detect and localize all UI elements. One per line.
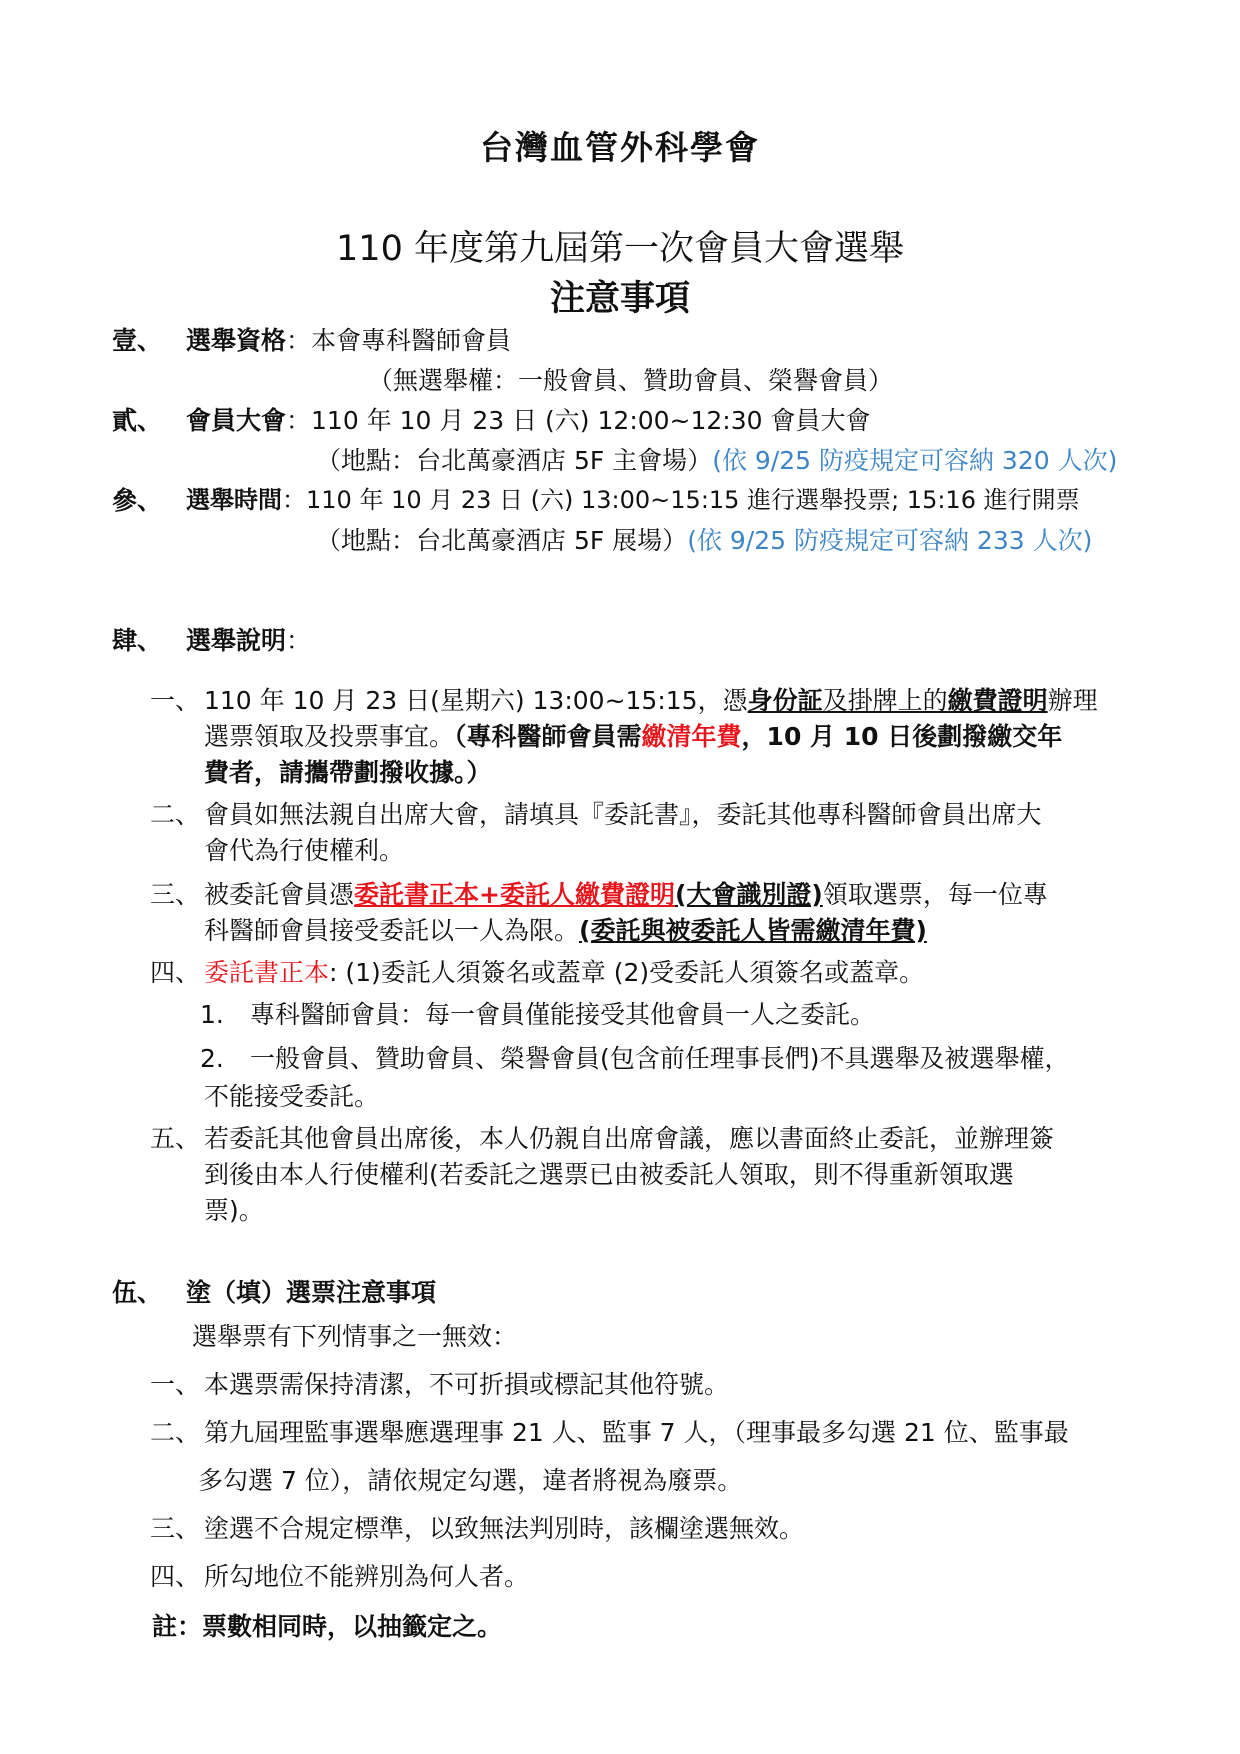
item-5-1-text: 本選票需保持清潔，不可折損或標記其他符號。 — [204, 1370, 730, 1399]
section-1-text: 本會專科醫師會員 — [311, 326, 512, 355]
item-4-5-line2: 到後由本人行使權利(若委託之選票已由被委託人領取，則不得重新領取選 — [204, 1160, 1014, 1189]
item-4-4-sub2-text: 一般會員、贊助會員、榮譽會員(包含前任理事長們)不具選舉及被選舉權， — [250, 1044, 1070, 1073]
item-4-3-number: 三、 — [150, 880, 201, 909]
item-4-3-line2: 科醫師會員接受委託以一人為限。(委託與被委託人皆需繳清年費) — [204, 916, 927, 945]
section-1-number: 壹、 — [112, 326, 163, 355]
item-4-3-line1: 被委託會員憑委託書正本+委託人繳費證明(大會識別證)領取選票，每一位專 — [204, 880, 1048, 909]
item-4-1-line2: 選票領取及投票事宜。（專科醫師會員需繳清年費，10 月 10 日後劃撥繳交年 — [204, 722, 1063, 751]
item-4-2-number: 二、 — [150, 800, 201, 829]
section-4-heading: 選舉說明： — [186, 626, 312, 655]
section-3-heading: 選舉時間：110 年 10 月 23 日 (六) 13:00~15:15 進行選舉投票; 15:16 進行開票 — [186, 486, 1080, 514]
item-5-4-number: 四、 — [150, 1562, 201, 1591]
item-5-2-line1: 第九屆理監事選舉應選理事 21 人、監事 7 人，（理事最多勾選 21 位、監事最 — [204, 1418, 1069, 1447]
organization-title: 台灣血管外科學會 — [480, 128, 760, 167]
section-4-number: 肆、 — [112, 626, 163, 655]
section-1-heading: 選舉資格：本會專科醫師會員 — [186, 326, 512, 355]
section-2-capacity-note: (依 9/25 防疫規定可容納 320 人次) — [712, 446, 1118, 475]
item-5-2-line2: 多勾選 7 位），請依規定勾選，違者將視為廢票。 — [198, 1466, 743, 1495]
section-2-location: （地點：台北萬豪酒店 5F 主會場）(依 9/25 防疫規定可容納 320 人次) — [316, 446, 1118, 475]
item-4-4-sub1-number: 1. — [200, 1000, 224, 1029]
item-4-5-line3: 票)。 — [204, 1196, 264, 1225]
section-2-heading: 會員大會：110 年 10 月 23 日 (六) 12:00~12:30 會員大會 — [186, 406, 871, 435]
item-4-2-line1: 會員如無法親自出席大會，請填具『委託書』，委託其他專科醫師會員出席大 — [204, 800, 1042, 829]
item-4-4-sub2-text-line2: 不能接受委託。 — [204, 1082, 380, 1111]
section-3-location: （地點：台北萬豪酒店 5F 展場）(依 9/25 防疫規定可容納 233 人次) — [316, 526, 1093, 555]
section-5-intro: 選舉票有下列情事之一無效： — [192, 1322, 518, 1351]
document-title: 110 年度第九屆第一次會員大會選舉 — [336, 229, 904, 269]
section-2-number: 貳、 — [112, 406, 163, 435]
section-3-text: 110 年 10 月 23 日 (六) 13:00~15:15 進行選舉投票; 15:16 進行開票 — [306, 486, 1080, 514]
item-5-2-number: 二、 — [150, 1418, 201, 1447]
item-4-2-line2: 會代為行使權利。 — [204, 836, 405, 865]
item-4-4-sub2-number: 2. — [200, 1044, 224, 1073]
item-4-4-sub1-text: 專科醫師會員：每一會員僅能接受其他會員一人之委託。 — [250, 1000, 876, 1029]
item-5-4-text: 所勾地位不能辨別為何人者。 — [204, 1562, 530, 1591]
section-3-number: 參、 — [112, 486, 163, 515]
item-4-1-number: 一、 — [150, 686, 201, 715]
document-subtitle: 注意事項 — [549, 279, 690, 319]
section-5-number: 伍、 — [112, 1278, 163, 1307]
item-4-4-line1: 委託書正本: (1)委託人須簽名或蓋章 (2)受委託人須簽名或蓋章。 — [204, 958, 925, 987]
item-5-3-number: 三、 — [150, 1514, 201, 1543]
item-4-5-line1: 若委託其他會員出席後，本人仍親自出席會議，應以書面終止委託，並辦理簽 — [204, 1124, 1055, 1153]
section-5-heading: 塗（填）選票注意事項 — [186, 1278, 437, 1307]
footnote: 註：票數相同時，以抽籤定之。 — [152, 1612, 503, 1641]
section-1-note: （無選舉權：一般會員、贊助會員、榮譽會員） — [368, 366, 894, 395]
item-4-5-number: 五、 — [150, 1124, 201, 1153]
item-4-1-line3: 費者，請攜帶劃撥收據。） — [204, 758, 492, 787]
section-3-capacity-note: (依 9/25 防疫規定可容納 233 人次) — [687, 526, 1093, 555]
item-4-1-line1: 110 年 10 月 23 日(星期六) 13:00~15:15，憑身份証及掛牌上的繳費證明辦理 — [204, 686, 1098, 715]
section-2-text: 110 年 10 月 23 日 (六) 12:00~12:30 會員大會 — [311, 406, 871, 435]
item-5-1-number: 一、 — [150, 1370, 201, 1399]
item-4-4-number: 四、 — [150, 958, 201, 987]
item-5-3-text: 塗選不合規定標準，以致無法判別時，該欄塗選無效。 — [204, 1514, 805, 1543]
